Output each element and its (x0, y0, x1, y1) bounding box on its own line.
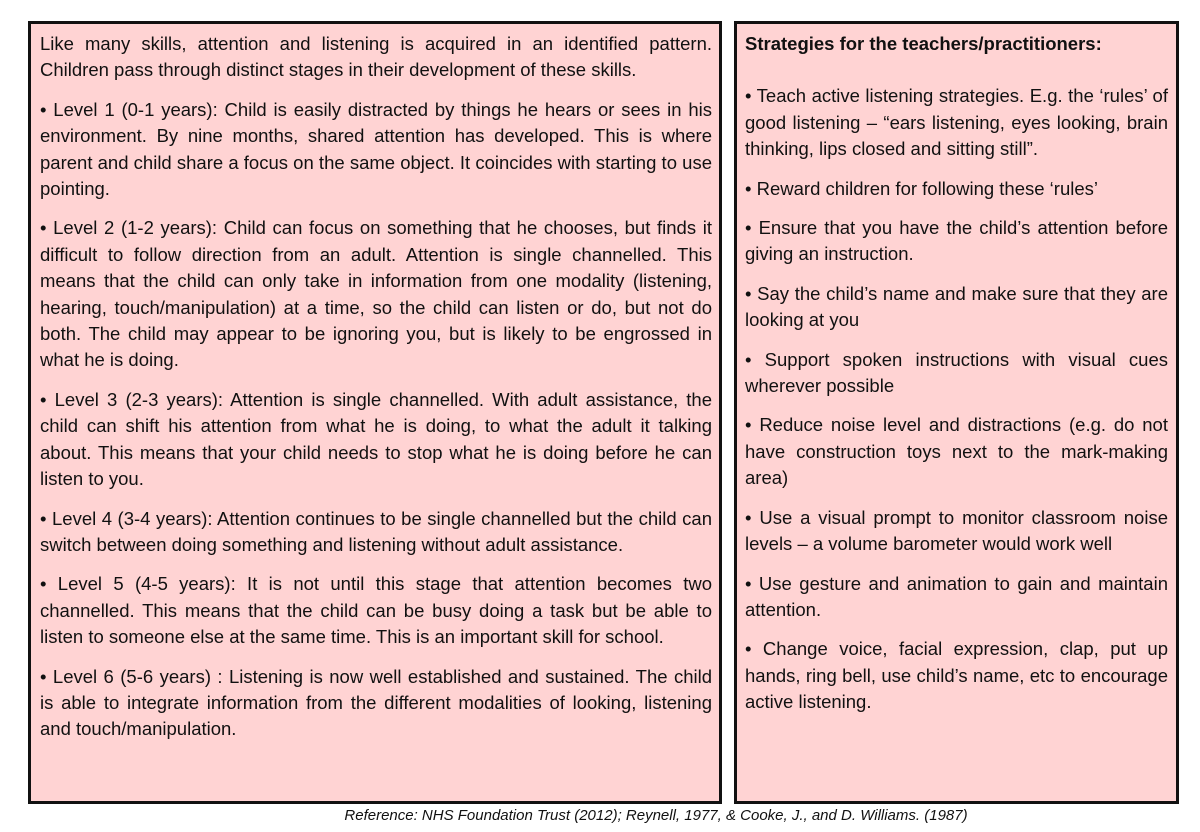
strategy-item: • Support spoken instructions with visual cues wherever possible (745, 348, 1168, 397)
level-6-paragraph: • Level 6 (5-6 years) : Listening is now well established and sustained. The child is able to integrate information from the different modalities of looking, listening and touch/manipulation. (40, 665, 712, 740)
level-2-paragraph: • Level 2 (1-2 years): Child can focus on something that he chooses, but finds it difficult to follow direction from an adult. Attention is single channelled. This means that the child can only take in information from one modality (listening, hearing, touch/manipulation) at a time, so the child can listen or do, but not do both. The child may appear to be ignoring you, but is likely to be engrossed in what he is doing. (40, 217, 712, 371)
level-3-paragraph: • Level 3 (2-3 years): Attention is single channelled. With adult assistance, the child can shift his attention from what he is doing, to what the adult it talking about. This means that your child needs to stop what he is doing before he can listen to you. (40, 388, 712, 490)
level-5-paragraph: • Level 5 (4-5 years): It is not until this stage that attention becomes two channelled. This means that the child can be busy doing a task but be able to listen to someone else at the same time. This is an important skill for school. (40, 573, 712, 648)
strategy-item: • Reduce noise level and distractions (e.g. do not have construction toys next to the mark-making area) (745, 414, 1168, 489)
strategy-item: • Use a visual prompt to monitor classroom noise levels – a volume barometer would work well (745, 506, 1168, 555)
strategy-item: • Use gesture and animation to gain and maintain attention. (745, 572, 1168, 620)
strategies-panel (734, 21, 1179, 804)
strategy-item: • Change voice, facial expression, clap, put up hands, ring bell, use child’s name, etc to encourage active listening. (745, 638, 1168, 713)
attention-levels-panel (28, 21, 722, 804)
strategy-item: • Ensure that you have the child’s attention before giving an instruction. (745, 217, 1168, 265)
level-4-paragraph: • Level 4 (3-4 years): Attention continues to be single channelled but the child can switch between doing something and listening without adult assistance. (40, 507, 712, 555)
strategy-item: • Say the child’s name and make sure that they are looking at you (745, 282, 1168, 331)
level-1-paragraph: • Level 1 (0-1 years): Child is easily distracted by things he hears or sees in his environment. By nine months, shared attention has developed. This is where parent and child share a focus on the same object. It coincides with starting to use pointing. (40, 98, 712, 200)
strategy-item: • Reward children for following these ‘rules’ (745, 177, 1098, 199)
reference-citation: Reference: NHS Foundation Trust (2012); Reynell, 1977, & Cooke, J., and D. Williams. (1987) (344, 807, 968, 824)
strategies-heading: Strategies for the teachers/practitioners: (745, 33, 1102, 54)
strategy-item: • Teach active listening strategies. E.g. the ‘rules’ of good listening – “ears listening, eyes looking, brain thinking, lips closed and sitting still”. (745, 85, 1168, 160)
intro-paragraph: Like many skills, attention and listening is acquired in an identified pattern. Children pass through distinct stages in their development of these skills. (40, 33, 712, 81)
